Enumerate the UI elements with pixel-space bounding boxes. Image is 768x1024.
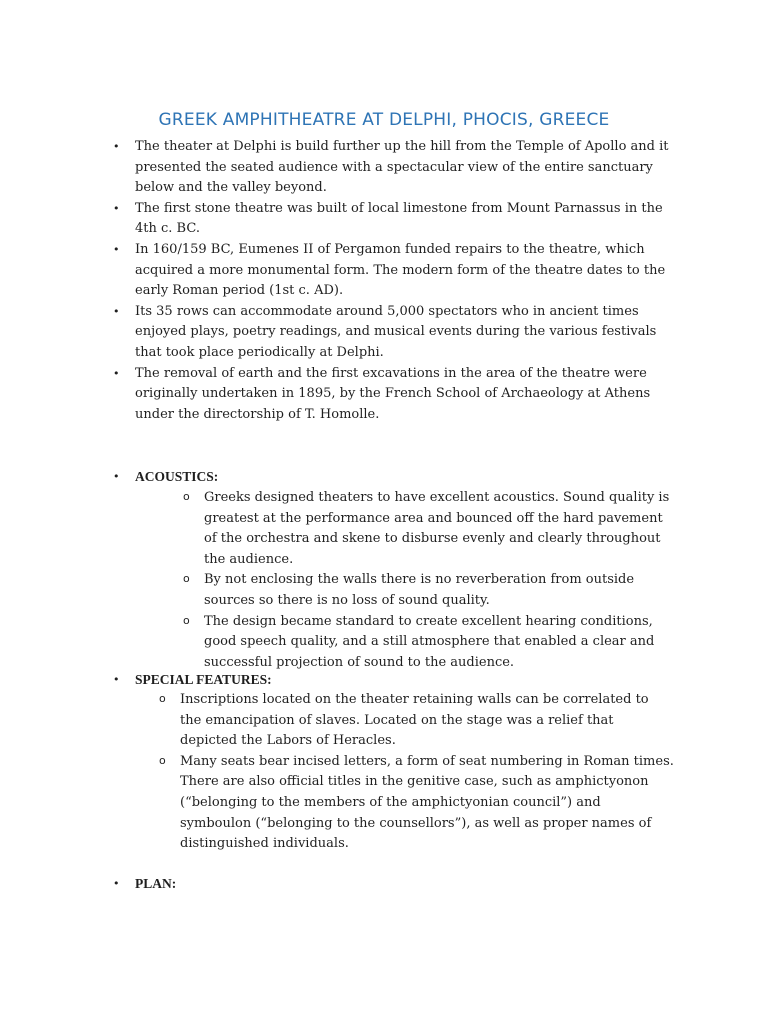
list-item-text: Many seats bear incised letters, a form of seat numbering in Roman times. There are also official titles in the genitive case, such as amphictyonon (“belonging to the members of the amphictyonian council”) and symboulon (“belonging to the counsellors”), as well as proper names of distinguished individuals.: [180, 753, 674, 852]
bullet-icon: •: [113, 201, 120, 215]
list-item: [0, 488, 674, 570]
bullet-icon: •: [113, 304, 120, 318]
list-item: [0, 570, 674, 611]
plan-heading: PLAN:: [135, 876, 177, 891]
list-item-text: Inscriptions located on the theater retaining walls can be correlated to the emancipation of slaves. Located on the stage was a relief that depicted the Labors of Heracles.: [180, 692, 649, 749]
list-item: [0, 137, 675, 199]
list-item: [0, 240, 675, 302]
page-title: GREEK AMPHITHEATRE AT DELPHI, PHOCIS, GREECE: [158, 110, 610, 130]
bullet-icon: •: [113, 366, 120, 380]
list-item: [0, 612, 674, 674]
list-item-text: Greeks designed theaters to have excellent acoustics. Sound quality is greatest at the performance area and bounced off the hard pavement of the orchestra and skene to disburse evenly and clearly throughout the audience.: [204, 490, 670, 567]
special-features-heading: SPECIAL FEATURES:: [135, 672, 272, 687]
bullet-icon: •: [113, 673, 120, 686]
list-item: [0, 364, 675, 426]
list-item-text: In 160/159 BC, Eumenes II of Pergamon funded repairs to the theatre, which acquired a more monumental form. The modern form of the theatre dates to the early Roman period (1st c. AD).: [135, 241, 666, 299]
special-features-list: [0, 690, 768, 855]
sub-bullet-icon: o: [159, 692, 166, 705]
bullet-icon: •: [113, 242, 120, 256]
plan-section: [0, 874, 768, 896]
list-item-text: The design became standard to create excellent hearing conditions, good speech quality, and a still atmosphere that enabled a clear and successful projection of sound to the audience.: [204, 613, 655, 670]
list-item-text: Its 35 rows can accommodate around 5,000 spectators who in ancient times enjoyed plays, poetry readings, and musical events during the various festivals that took place periodically at Delphi.: [135, 303, 657, 360]
sub-bullet-icon: o: [159, 753, 166, 767]
special-features-section: [0, 670, 768, 692]
list-item-text: The removal of earth and the first excavations in the area of the theatre were originally undertaken in 1895, by the French School of Archaeology at Athens under the directorship of T. Homolle.: [135, 365, 651, 422]
list-item-text: The theater at Delphi is build further up the hill from the Temple of Apollo and it presented the seated audience with a spectacular view of the entire sanctuary below and the valley beyond.: [135, 139, 669, 196]
intro-bullet-list: [0, 137, 768, 425]
sub-bullet-icon: o: [183, 572, 190, 586]
acoustics-section: [0, 467, 768, 489]
acoustics-heading: ACOUSTICS:: [135, 469, 219, 484]
list-item: [0, 690, 674, 752]
bullet-icon: •: [113, 140, 120, 153]
list-item-text: The first stone theatre was built of local limestone from Mount Parnassus in the 4th c. BC.: [135, 200, 663, 237]
section-heading-item: [0, 874, 675, 896]
section-heading-item: [0, 670, 675, 692]
bullet-icon: •: [113, 877, 120, 890]
list-item: [0, 752, 674, 855]
list-item-text: By not enclosing the walls there is no reverberation from outside sources so there is no loss of sound quality.: [204, 572, 635, 608]
sub-bullet-icon: o: [183, 490, 190, 503]
list-item: [0, 199, 675, 240]
acoustics-list: [0, 488, 768, 673]
sub-bullet-icon: o: [183, 613, 190, 627]
list-item: [0, 302, 675, 364]
section-heading-item: [0, 467, 675, 489]
bullet-icon: •: [113, 470, 120, 483]
